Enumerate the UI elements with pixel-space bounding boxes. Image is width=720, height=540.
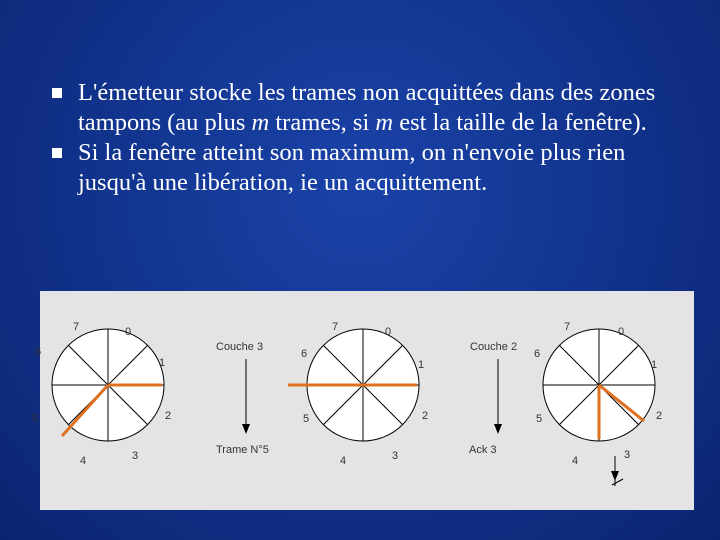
wheel-label-0: 0	[125, 326, 132, 338]
wheel-label-1: 1	[159, 357, 166, 369]
sliding-window-figure	[32, 291, 694, 510]
square-bullet-icon	[52, 148, 62, 158]
window-wheel-1	[32, 321, 171, 467]
wheel-label-4: 4	[340, 455, 347, 467]
sliding-window-diagram	[32, 291, 694, 510]
down-arrow-icon	[611, 471, 619, 481]
wheel-label-2: 2	[165, 410, 172, 422]
wheel-label-5: 5	[32, 413, 39, 425]
bullet-item-2	[50, 138, 690, 198]
bullet-text-1-middle: trames, si	[269, 109, 376, 136]
wheel-label-3: 3	[132, 450, 139, 462]
bullet-item-1	[50, 78, 690, 138]
wheel-label-7: 7	[73, 321, 80, 333]
wheel-label-5: 5	[536, 413, 543, 425]
arrow-bottom-label: Trame N°5	[216, 444, 269, 456]
wheel-label-0: 0	[618, 326, 625, 338]
bullet-text-1	[78, 78, 690, 138]
bullet-list	[50, 78, 690, 198]
bullet-text-2: Si la fenêtre atteint son maximum, on n'envoie plus rien jusqu'à une libération, ie un acquittement.	[78, 139, 626, 196]
rotation-indicator	[612, 479, 623, 485]
layer-arrow-1	[216, 341, 269, 456]
wheel-label-6: 6	[301, 348, 308, 360]
wheel-label-5: 5	[303, 413, 310, 425]
arrow-top-label: Couche 3	[216, 341, 264, 353]
wheel-label-1: 1	[418, 359, 425, 371]
window-wheel-3	[534, 321, 662, 486]
layer-arrow-2	[469, 341, 517, 456]
wheel-label-7: 7	[332, 321, 339, 333]
wheel-label-6: 6	[35, 346, 42, 358]
wheel-label-2: 2	[656, 410, 663, 422]
window-wheel-2	[288, 321, 428, 467]
square-bullet-icon	[52, 88, 62, 98]
arrow-bottom-label: Ack 3	[469, 444, 497, 456]
down-arrow-icon	[242, 424, 250, 434]
wheel-label-6: 6	[534, 348, 541, 360]
arrow-top-label: Couche 2	[470, 341, 518, 353]
window-size-variable: m	[251, 109, 270, 136]
window-size-variable: m	[375, 109, 394, 136]
bullet-text-1-suffix: est la taille de la fenêtre).	[393, 109, 647, 136]
wheel-label-3: 3	[624, 449, 631, 461]
down-arrow-icon	[494, 424, 502, 434]
wheel-label-2: 2	[422, 410, 429, 422]
wheel-label-4: 4	[572, 455, 579, 467]
bullet-text-1-prefix: L'émetteur stocke les trames non acquittées dans des zones tampons (au plus	[78, 79, 656, 136]
wheel-label-3: 3	[392, 450, 399, 462]
wheel-label-0: 0	[385, 326, 392, 338]
wheel-label-7: 7	[564, 321, 571, 333]
wheel-label-4: 4	[80, 455, 87, 467]
wheel-label-1: 1	[651, 359, 658, 371]
